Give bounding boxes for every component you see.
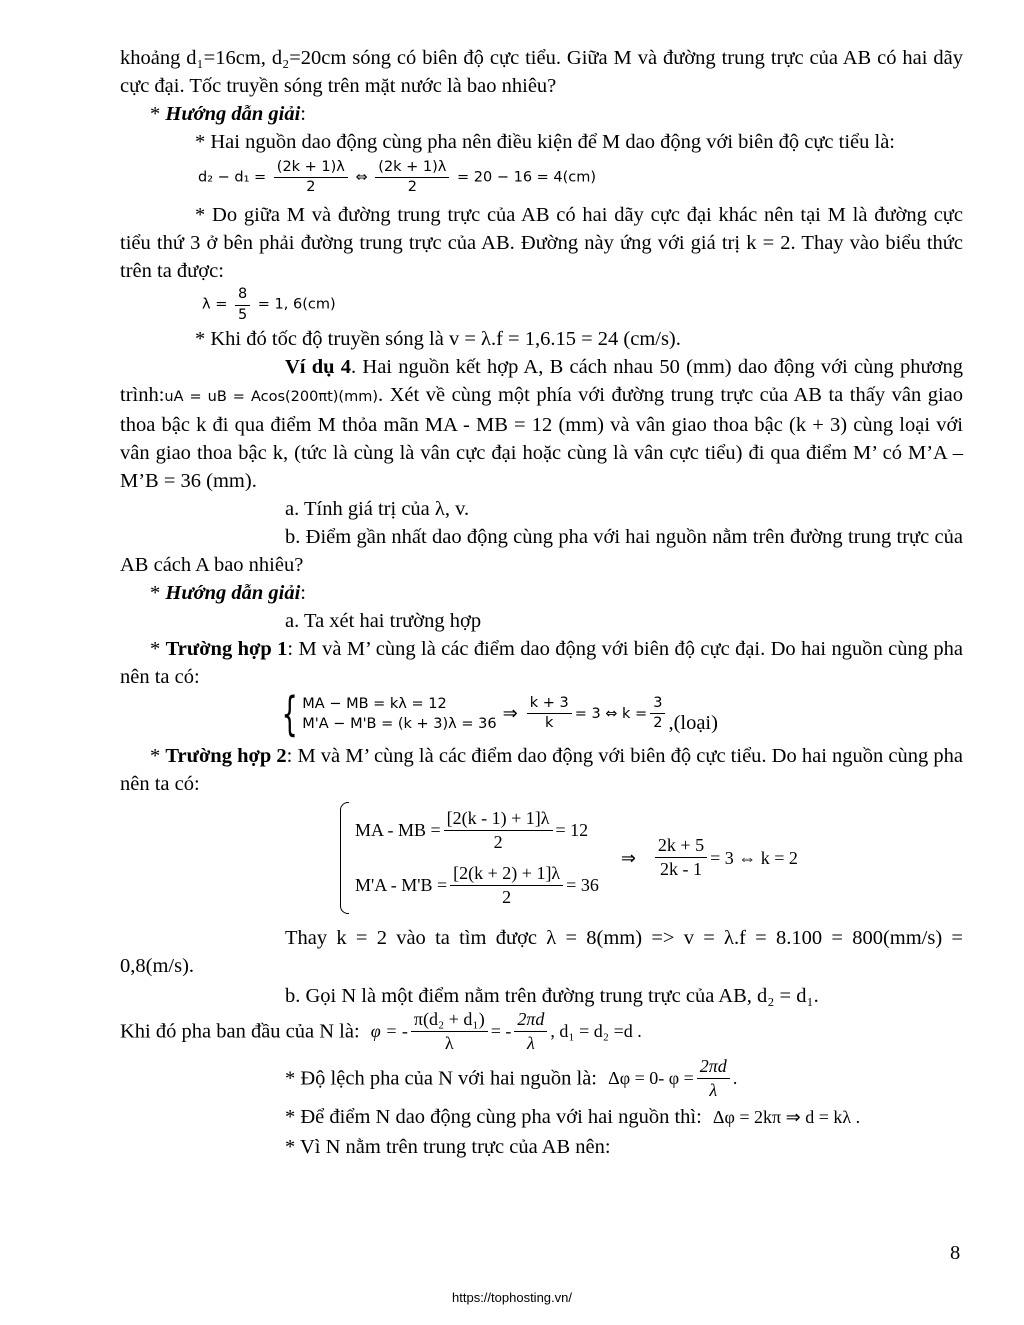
system-2: MA - MB = $\frac{[2(k - 1) + 1]\lambda}{2}$ = 12 M'A - M'B = $\frac{[2(k + 2) + 1]\lambda}{2}$ = 36 ⇒ $\frac{2k + 5}{2k - 1}$ = 3 ⇔ k = 2 — [120, 802, 963, 922]
guide-heading-1: * Hướng dẫn giải: — [150, 103, 306, 125]
paragraph-perpendicular: * Vì N nằm trên trung trực của AB nên: — [285, 1136, 611, 1159]
reject-note: ,(loại) — [668, 711, 718, 734]
system-2-frac: $\frac{2k + 5}{2k - 1}$ — [655, 836, 707, 879]
document-body — [120, 44, 963, 1161]
paragraph-intro: khoảng d₁=16cm, d₂=20cm sóng có biên độ cực tiểu. Giữa M và đường trung trực của AB có hai dãy cực đại. Tốc truyền sóng trên mặt nước là bao nhiêu? — [120, 47, 963, 97]
case-1-label: Trường hợp 1 — [165, 637, 288, 660]
implies-arrow: ⇒ — [502, 702, 518, 724]
paragraph-speed: * Khi đó tốc độ truyền sóng là v = λ.f = 1,6.15 = 24 (cm/s). — [195, 327, 681, 350]
question-b: b. Điểm gần nhất dao động cùng pha với hai nguồn nằm trên đường trung trực của AB cách A bao nhiêu? — [120, 525, 963, 576]
paragraph-result: Thay k = 2 vào ta tìm được λ = 8(mm) => v = λ.f = 8.100 = 800(mm/s) = 0,8(m/s). — [120, 926, 963, 977]
case-1: * Trường hợp 1: M và M’ cùng là các điểm dao động với biên độ cực đại. Do hai nguồn cùng pha nên ta có: — [120, 637, 963, 688]
paragraph-condition: * Hai nguồn dao động cùng pha nên điều kiện để M dao động với biên độ cực tiểu là: — [195, 131, 896, 153]
equation-2 — [120, 287, 963, 322]
paragraph-b: b. Gọi N là một điểm nằm trên đường trung trực của AB, d₂ = d₁. — [285, 984, 819, 1007]
solution-a: a. Ta xét hai trường hợp — [285, 609, 482, 632]
eq1-frac-2: $\frac{(2k + 1)\lambda}{2}$ — [375, 160, 449, 195]
guide-heading-2: * Hướng dẫn giải: — [150, 581, 306, 604]
system-1-lines: MA − MB = kλ = 12 M'A − M'B = (k + 3)λ = 36 — [302, 695, 497, 732]
implies-arrow-2: ⇒ — [620, 847, 636, 868]
in-phase-equation: Δφ = 2kπ ⇒ d = kλ . — [712, 1107, 861, 1128]
paragraph-phase-diff: * Độ lệch pha của N với hai nguồn là: Δφ = 0- φ = $\frac{2\pi d}{\lambda}$ . — [285, 1055, 738, 1100]
brace-icon: { — [281, 686, 298, 741]
paragraph-min-line: * Do giữa M và đường trung trực của AB có hai dãy cực đại khác nên tại M là đường cực tiểu thứ 3 ở bên phải đường trung trực của AB. Đường này ứng với giá trị k = 2. Thay vào biểu thức trên ta được: — [120, 204, 963, 283]
eq2-rhs: = 1, 6(cm) — [257, 297, 336, 314]
example-4-equation: uA = uB = Acos(200πt)(mm) — [164, 388, 378, 405]
system-1-frac-2: $\frac{3}{2}$ — [650, 696, 665, 731]
system-1-frac: $\frac{k + 3}{k}$ — [527, 696, 572, 731]
eq1-rhs: = 20 − 16 = 4(cm) — [457, 169, 597, 186]
equation-1 — [120, 160, 963, 195]
guide-label-2: Hướng dẫn giải — [165, 581, 301, 604]
eq1-lhs: d₂ − d₁ = — [198, 169, 267, 186]
paragraph-in-phase: * Để điểm N dao động cùng pha với hai nguồn thì: Δφ = 2kπ ⇒ d = kλ . — [285, 1106, 861, 1129]
case-2-label: Trường hợp 2 — [165, 744, 287, 767]
eq1-equiv: ⇔ — [355, 169, 368, 186]
eq1-frac-1: $\frac{(2k + 1)\lambda}{2}$ — [274, 160, 348, 195]
system-1: { MA − MB = kλ = 12 M'A − M'B = (k + 3)λ = 36 ⇒ $\frac{k + 3}{k}$ = 3 ⇔ k = $\frac{3}{2}$ ,(loại) — [281, 686, 718, 741]
question-a: a. Tính giá trị của λ, v. — [285, 497, 470, 520]
page-number: 8 — [950, 1242, 961, 1264]
paragraph-phase: Khi đó pha ban đầu của N là: φ = - $\frac{\text{π(d₂ + d₁)}}{\lambda}$ = - $\frac{2\pi d}{\lambda}$ , d₁ = d₂ =d . — [120, 1008, 642, 1053]
guide-label: Hướng dẫn giải — [165, 103, 301, 125]
brace-icon-2 — [340, 802, 349, 914]
system-2-lines: MA - MB = $\frac{[2(k - 1) + 1]\lambda}{2}$ = 12 M'A - M'B = $\frac{[2(k + 2) + 1]\lambda}{2}$ = 36 — [355, 807, 599, 907]
case-2: * Trường hợp 2: M và M’ cùng là các điểm dao động với biên độ cực tiểu. Do hai nguồn cùng pha nên ta có: — [120, 744, 964, 795]
footer-url[interactable]: https://tophosting.vn/ — [452, 1290, 572, 1305]
example-4-label: Ví dụ 4 — [285, 355, 352, 378]
eq2-lhs: λ = — [202, 297, 228, 314]
paragraph-example-4: Ví dụ 4. Hai nguồn kết hợp A, B cách nhau 50 (mm) dao động với cùng phương trình:uA = uB = Acos(200πt)(mm). Xét về cùng một phía với đường trung trực của AB ta thấy vân giao thoa bậc k đi qua điểm M thỏa mãn MA - MB = 12 (mm) và vân giao thoa bậc (k + 3) cùng loại với vân giao thoa bậc k, (tức là cùng là vân cực đại hoặc cùng là vân cực tiểu) đi qua điểm M’ có M’A – M’B = 36 (mm). — [120, 355, 963, 492]
eq2-frac: $\frac{8}{5}$ — [235, 287, 250, 322]
